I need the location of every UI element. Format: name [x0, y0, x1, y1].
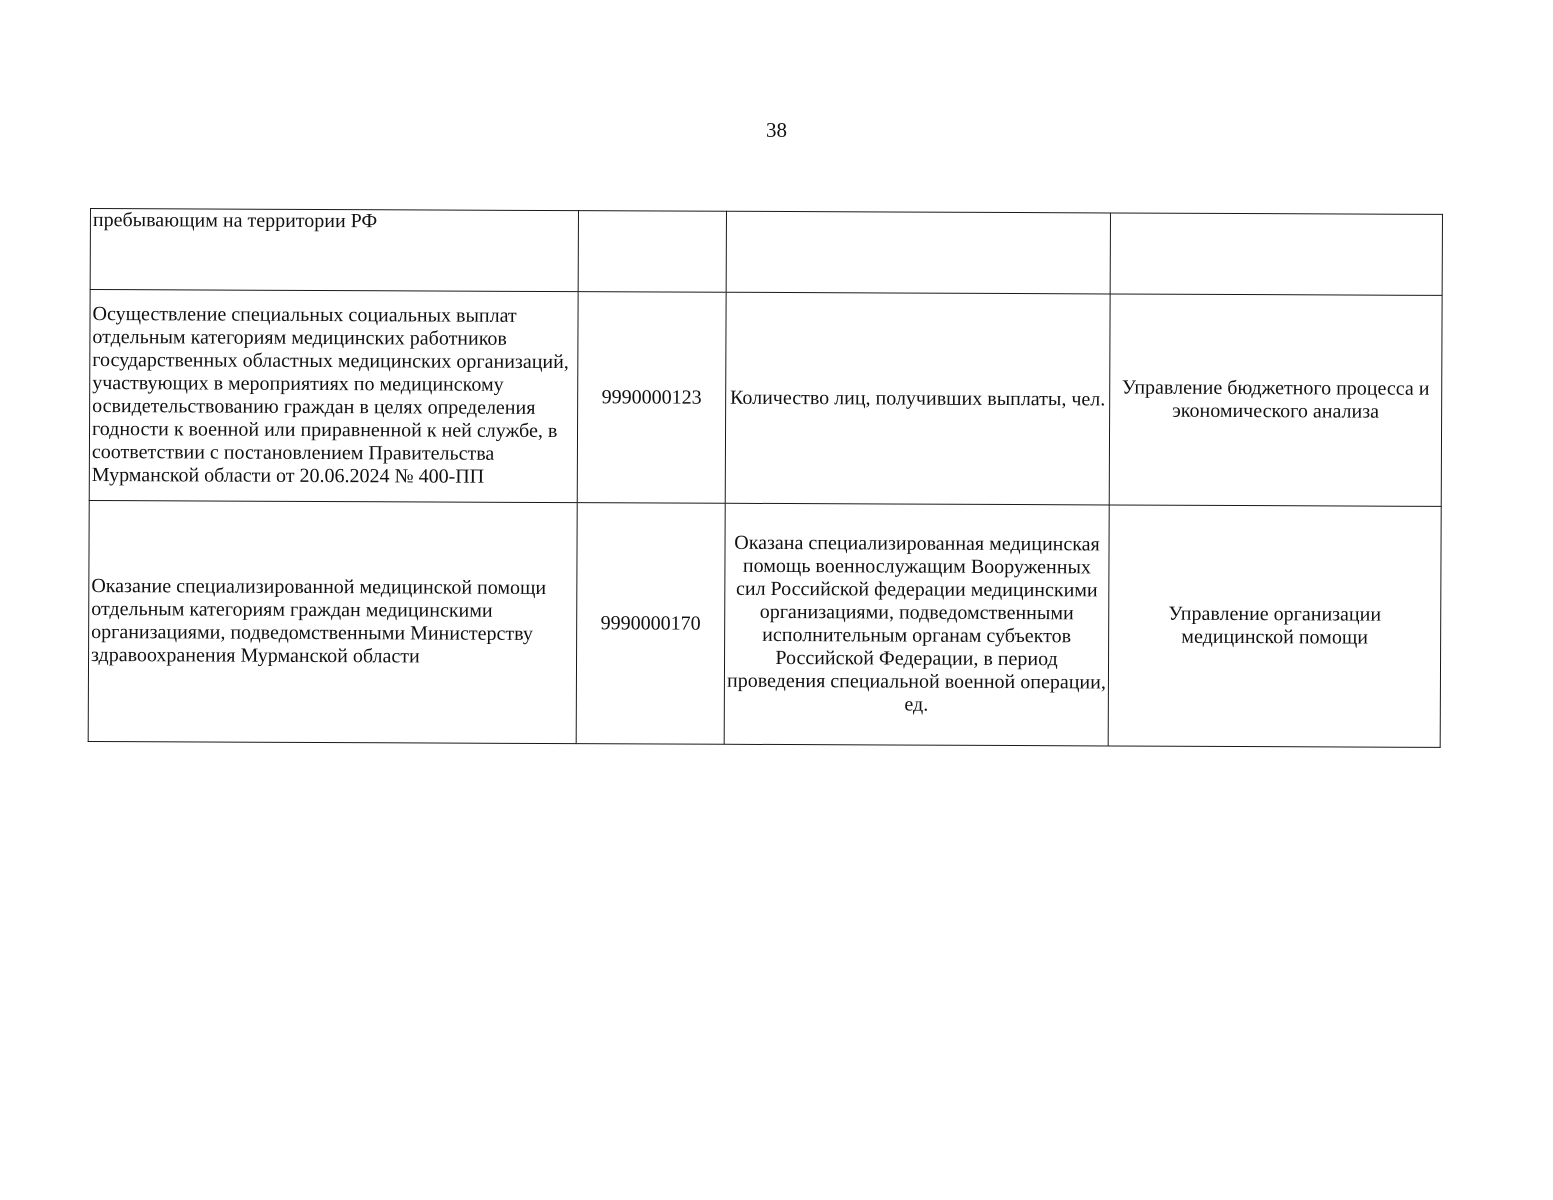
table-row — [89, 290, 1442, 507]
budget-code-cell: 9990000170 — [576, 503, 725, 745]
responsible-cell: Управление организации медицинской помощи — [1108, 505, 1441, 747]
activity-name-cell: Осуществление специальных социальных выплат отдельным категориям медицинских работников государственных областных медицинских организаций, участвующих в мероприятиях по медицинскому освидетельствованию граждан в целях определения годности к военной или приравненной к ней службе, в соответствии с постановлением Правительства Мурманской области от 20.06.2024 № 400-ПП — [89, 290, 578, 503]
page-number: 38 — [766, 118, 787, 142]
budget-code-cell — [578, 211, 726, 293]
budget-code-cell: 9990000123 — [577, 292, 726, 504]
responsible-cell — [1110, 213, 1442, 295]
activity-name-cell: пребывающим на территории РФ — [90, 209, 578, 292]
indicator-cell: Количество лиц, получивших выплаты, чел. — [725, 292, 1110, 505]
activity-name-cell: Оказание специализированной медицинской помощи отдельным категориям граждан медицинскими организациями, подведомственными Министерству здравоохранения Мурманской области — [88, 500, 577, 743]
indicator-cell: Оказана специализированная медицинская помощь военнослужащим Вооруженных сил Российской федерации медицинскими организациями, подведомственными исполнительным органам субъектов Российской Федерации, в период проведения специальной военной операции, ед. — [724, 503, 1109, 746]
responsible-cell: Управление бюджетного процесса и экономического анализа — [1109, 294, 1442, 506]
table-row — [90, 209, 1442, 296]
table-row — [88, 500, 1441, 747]
program-table — [88, 208, 1443, 748]
indicator-cell — [726, 211, 1110, 294]
